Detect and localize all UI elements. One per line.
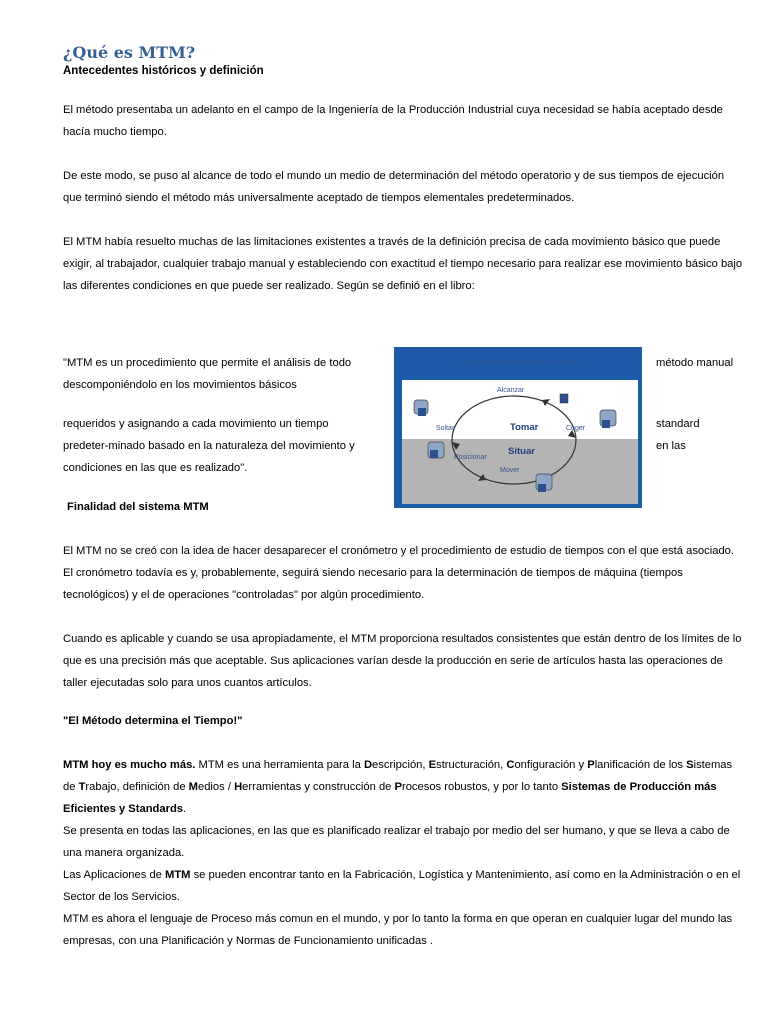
hand-icon — [600, 410, 616, 428]
label-tomar: Tomar — [510, 422, 539, 433]
para6-text: edios / — [197, 781, 235, 793]
quote-line-1-right: método manual — [656, 357, 734, 369]
para6-initial: H — [234, 781, 243, 793]
label-soltar: Soltar — [436, 425, 455, 432]
para8-bold: MTM — [165, 869, 191, 881]
para6-bold-end: Sistemas de Producción más Eficientes y Standards — [63, 781, 717, 815]
para6-text: structuración, — [436, 759, 507, 771]
heading-finalidad: Finalidad del sistema MTM — [67, 501, 209, 513]
para6-lead: MTM hoy es mucho más. — [63, 759, 196, 771]
para6-initial: C — [506, 759, 515, 771]
para6-text: onfiguración y — [514, 759, 588, 771]
quote-line-5: condiciones en las que es realizado". — [63, 462, 248, 474]
diagram-title: Ciclo de movimientos básicos — [457, 357, 579, 367]
para6-text: rocesos robustos, y por lo tanto — [401, 781, 562, 793]
paragraph-8 — [63, 864, 743, 908]
subtitle: Antecedentes históricos y definición — [63, 65, 264, 77]
para6-text: rabajo, definición de — [85, 781, 189, 793]
hand-icon — [428, 442, 444, 458]
quote-line-3-right: standard — [656, 418, 700, 430]
quote-line-2: descomponiéndolo en los movimientos básicos — [63, 379, 297, 391]
page-title: ¿Qué es MTM? — [63, 43, 196, 62]
paragraph-3: El MTM había resuelto muchas de las limitaciones existentes a través de la definición precisa de cada movimiento básico que puede exigir, al trabajador, cualquier trabajo manual y estableciendo con exactitud el tiempo necesario para realizar ese movimiento básico bajo las diferentes condiciones en que puede ser realizado. Según se definió en el libro: — [63, 236, 743, 292]
para6-text: erramientas y construcción de — [242, 781, 395, 793]
paragraph-7: Se presenta en todas las aplicaciones, en las que es planificado realizar el trabajo por medio del ser humano, y que se lleva a cabo de una manera organizada. — [63, 825, 730, 859]
quote-line-3: requeridos y asignando a cada movimiento un tiempo — [63, 418, 329, 430]
hand-icon — [536, 474, 552, 492]
label-mover: Mover — [500, 467, 520, 474]
para6-text: lanificación de los — [594, 759, 687, 771]
paragraph-4: El MTM no se creó con la idea de hacer desaparecer el cronómetro y el procedimiento de estudio de tiempos con el que está asociado. El cronómetro todavía es y, probablemente, seguirá siendo necesario para la determinación de tiempos de máquina (tiempos tecnológicos) y el de operaciones "controladas" por algún procedimiento. — [63, 545, 735, 601]
quote-line-4: predeter-minado basado en la naturaleza del movimiento y — [63, 440, 355, 452]
paragraph-2: De este modo, se puso al alcance de todo el mundo un medio de determinación del método operatorio y de sus tiempos de ejecución que terminó siendo el método más universalmente aceptado de tiempos elementales predeterminados. — [63, 170, 725, 204]
para6-text: . — [183, 803, 187, 815]
diagram-canvas — [402, 380, 638, 504]
hand-icon — [414, 400, 428, 416]
para6-text: MTM es una herramienta para la — [195, 759, 364, 771]
paragraph-6 — [63, 754, 743, 820]
cycle-arrows — [402, 380, 638, 504]
para8-text: Las Aplicaciones de — [63, 869, 165, 881]
label-alcanzar: Alcanzar — [497, 387, 525, 394]
para6-text: istemas de — [63, 759, 733, 793]
quote-line-4-right: en las — [656, 440, 686, 452]
para6-text: escripción, — [372, 759, 429, 771]
para6-initial: M — [188, 781, 198, 793]
label-posicionar: Posicionar — [454, 454, 487, 461]
para6-initial: P — [394, 781, 402, 793]
para6-initial: S — [686, 759, 694, 771]
para6-initial: T — [78, 781, 86, 793]
motion-cycle-diagram — [394, 347, 642, 508]
hand-icon — [560, 394, 568, 403]
paragraph-9: MTM es ahora el lenguaje de Proceso más comun en el mundo, y por lo tanto la forma en que operan en cualquier lugar del mundo las empresas, con una Planificación y Normas de Funcionamiento unificadas . — [63, 913, 733, 947]
para6-initial: E — [428, 759, 437, 771]
heading-metodo: "El Método determina el Tiempo!" — [63, 715, 243, 727]
label-situar: Situar — [508, 446, 535, 457]
paragraph-1: El método presentaba un adelanto en el campo de la Ingeniería de la Producción Industrial cuya necesidad se había aceptado desde hacía mucho tiempo. — [63, 104, 723, 138]
label-coger: Coger — [566, 425, 586, 432]
paragraph-5: Cuando es aplicable y cuando se usa apropiadamente, el MTM proporciona resultados consistentes que están dentro de los límites de lo que es una precisión más que aceptable. Sus aplicaciones varían desde la producción en serie de artículos hasta las operaciones de taller ejecutadas solo para unos cuantos artículos. — [63, 633, 742, 689]
para8-text: se pueden encontrar tanto en la Fabricación, Logística y Mantenimiento, así como en la Administración o en el Sector de los Servicios. — [63, 869, 741, 903]
para6-initial: P — [587, 759, 595, 771]
quote-line-1: "MTM es un procedimiento que permite el análisis de todo — [63, 357, 352, 369]
para6-initial: D — [363, 759, 373, 771]
